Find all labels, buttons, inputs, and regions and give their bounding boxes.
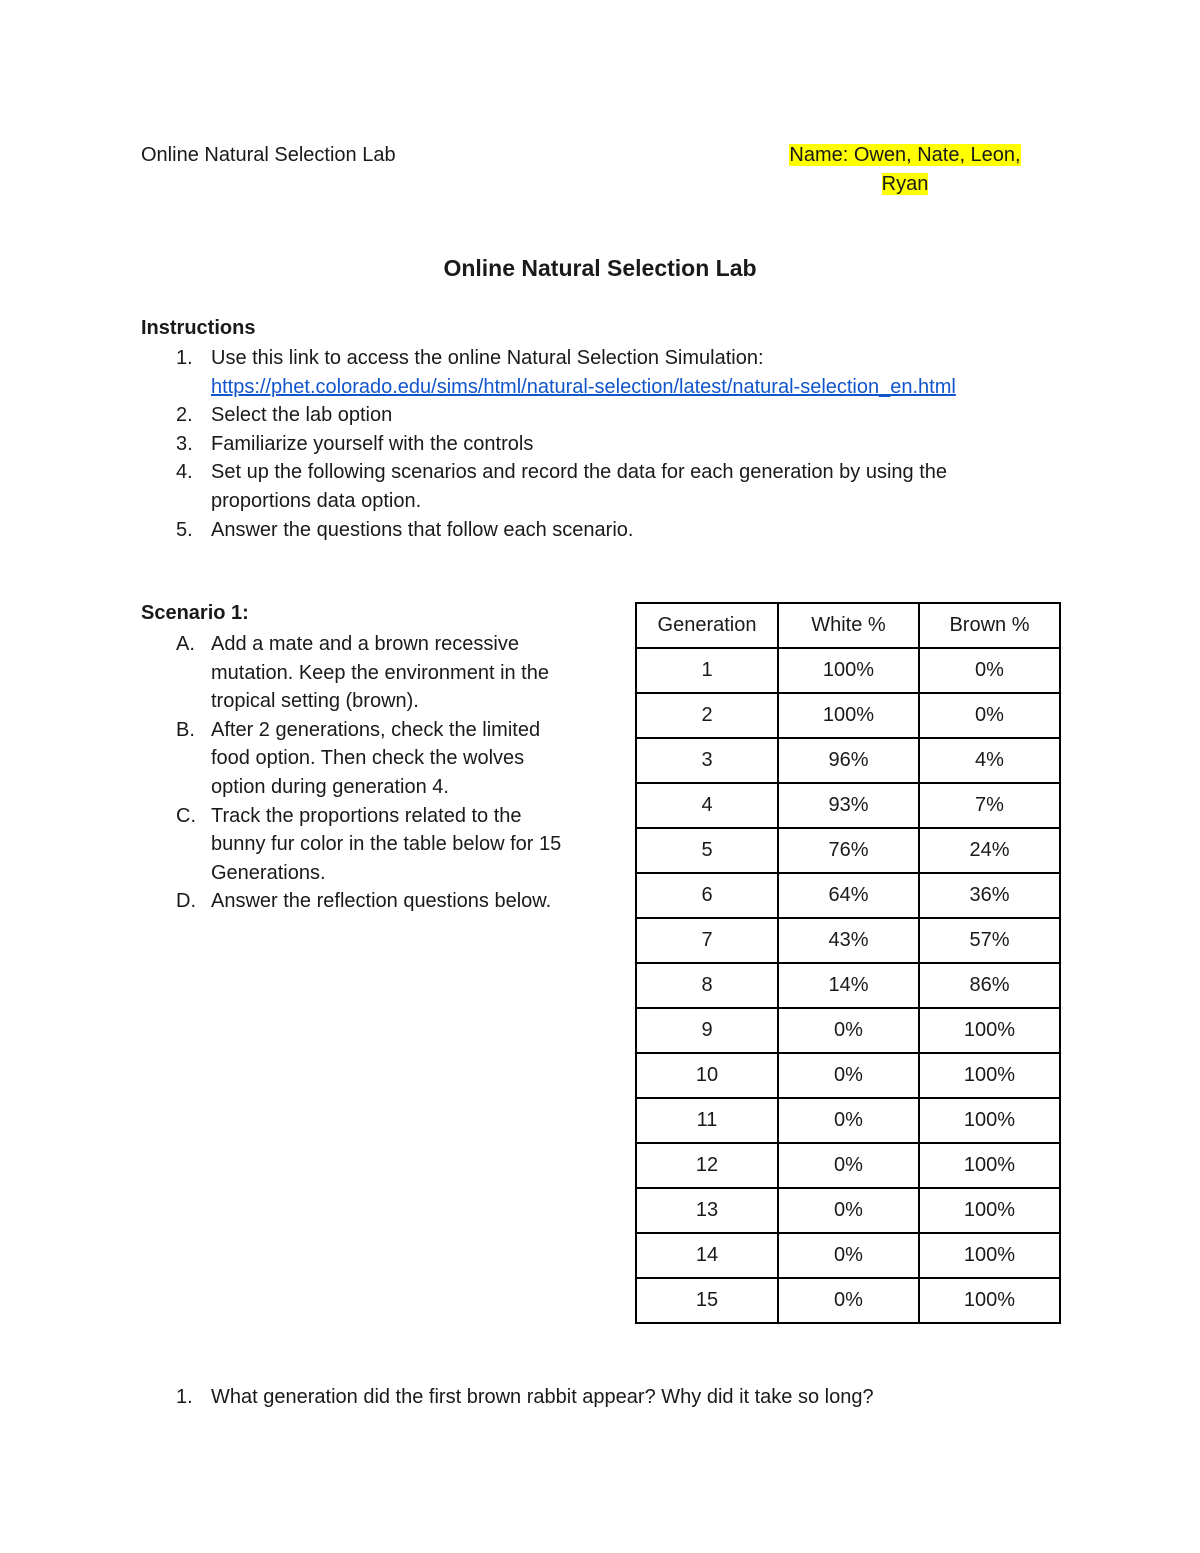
cell-generation: 4 bbox=[636, 783, 778, 828]
step-text: Add a mate and a brown recessive mutation. Keep the environment in the tropical setting (brown). bbox=[211, 633, 549, 713]
cell-brown-percent: 100% bbox=[919, 1188, 1060, 1233]
step-text: Answer the reflection questions below. bbox=[211, 890, 552, 913]
table-row bbox=[636, 648, 1060, 693]
table-row bbox=[636, 828, 1060, 873]
instruction-text: Answer the questions that follow each scenario. bbox=[211, 518, 634, 541]
table-row bbox=[636, 1188, 1060, 1233]
list-item bbox=[141, 516, 1041, 545]
list-number: 4. bbox=[176, 461, 193, 484]
cell-brown-percent: 100% bbox=[919, 1053, 1060, 1098]
cell-white-percent: 100% bbox=[778, 693, 919, 738]
table-row bbox=[636, 738, 1060, 783]
table-row bbox=[636, 1143, 1060, 1188]
list-item bbox=[141, 716, 571, 802]
cell-white-percent: 0% bbox=[778, 1233, 919, 1278]
table-row bbox=[636, 693, 1060, 738]
list-number: 2. bbox=[176, 404, 193, 427]
table-row bbox=[636, 1008, 1060, 1053]
cell-brown-percent: 100% bbox=[919, 1143, 1060, 1188]
cell-generation: 2 bbox=[636, 693, 778, 738]
cell-white-percent: 76% bbox=[778, 828, 919, 873]
list-number: 3. bbox=[176, 432, 193, 455]
list-item bbox=[141, 458, 1041, 515]
scenario-1-steps bbox=[141, 630, 571, 916]
column-header-brown: Brown % bbox=[919, 603, 1060, 648]
question-text: What generation did the first brown rabbit appear? Why did it take so long? bbox=[211, 1386, 874, 1408]
list-number: 5. bbox=[176, 518, 193, 541]
instruction-text: Set up the following scenarios and record the data for each generation by using the proportions data option. bbox=[211, 461, 948, 512]
cell-brown-percent: 24% bbox=[919, 828, 1060, 873]
cell-brown-percent: 4% bbox=[919, 738, 1060, 783]
cell-brown-percent: 100% bbox=[919, 1278, 1060, 1323]
cell-brown-percent: 36% bbox=[919, 873, 1060, 918]
step-text: After 2 generations, check the limited food option. Then check the wolves option during generation 4. bbox=[211, 718, 541, 798]
table-row bbox=[636, 1278, 1060, 1323]
cell-generation: 6 bbox=[636, 873, 778, 918]
header-names bbox=[775, 141, 1035, 199]
question-number: 1. bbox=[176, 1386, 193, 1408]
cell-generation: 11 bbox=[636, 1098, 778, 1143]
list-item bbox=[141, 430, 1041, 459]
instruction-text: Familiarize yourself with the controls bbox=[211, 432, 534, 455]
scenario-1-heading: Scenario 1: bbox=[141, 602, 249, 624]
cell-generation: 14 bbox=[636, 1233, 778, 1278]
list-letter: D. bbox=[176, 890, 196, 913]
column-header-white: White % bbox=[778, 603, 919, 648]
list-item bbox=[141, 887, 571, 916]
cell-brown-percent: 86% bbox=[919, 963, 1060, 1008]
cell-generation: 9 bbox=[636, 1008, 778, 1053]
cell-brown-percent: 57% bbox=[919, 918, 1060, 963]
cell-white-percent: 96% bbox=[778, 738, 919, 783]
names-line-1: Name: Owen, Nate, Leon, bbox=[789, 144, 1021, 166]
step-text: Track the proportions related to the bunny fur color in the table below for 15 Generations. bbox=[211, 804, 562, 884]
list-item bbox=[141, 802, 571, 888]
cell-generation: 8 bbox=[636, 963, 778, 1008]
cell-white-percent: 0% bbox=[778, 1188, 919, 1233]
cell-brown-percent: 100% bbox=[919, 1233, 1060, 1278]
names-line-2: Ryan bbox=[881, 173, 929, 195]
cell-white-percent: 64% bbox=[778, 873, 919, 918]
table-row bbox=[636, 1098, 1060, 1143]
list-letter: A. bbox=[176, 633, 195, 655]
cell-white-percent: 14% bbox=[778, 963, 919, 1008]
table-row bbox=[636, 1053, 1060, 1098]
cell-brown-percent: 7% bbox=[919, 783, 1060, 828]
instructions-heading: Instructions bbox=[141, 317, 256, 339]
table-row bbox=[636, 1233, 1060, 1278]
cell-brown-percent: 100% bbox=[919, 1008, 1060, 1053]
table-row bbox=[636, 918, 1060, 963]
header-doc-title: Online Natural Selection Lab bbox=[141, 144, 396, 166]
fur-color-proportions-table bbox=[635, 602, 1061, 1324]
list-item bbox=[141, 401, 1041, 430]
cell-generation: 12 bbox=[636, 1143, 778, 1188]
list-letter: C. bbox=[176, 804, 196, 827]
simulation-link[interactable]: https://phet.colorado.edu/sims/html/natural-selection/latest/natural-selection_en.html bbox=[211, 375, 956, 398]
cell-white-percent: 0% bbox=[778, 1098, 919, 1143]
cell-brown-percent: 0% bbox=[919, 648, 1060, 693]
cell-brown-percent: 0% bbox=[919, 693, 1060, 738]
cell-brown-percent: 100% bbox=[919, 1098, 1060, 1143]
instructions-list bbox=[141, 344, 1041, 544]
cell-white-percent: 43% bbox=[778, 918, 919, 963]
cell-white-percent: 0% bbox=[778, 1008, 919, 1053]
instruction-text: Select the lab option bbox=[211, 404, 393, 427]
list-number: 1. bbox=[176, 347, 193, 369]
list-letter: B. bbox=[176, 718, 195, 741]
cell-white-percent: 0% bbox=[778, 1053, 919, 1098]
cell-generation: 13 bbox=[636, 1188, 778, 1233]
cell-generation: 1 bbox=[636, 648, 778, 693]
cell-white-percent: 0% bbox=[778, 1278, 919, 1323]
table-row bbox=[636, 963, 1060, 1008]
table-header-row bbox=[636, 603, 1060, 648]
cell-white-percent: 0% bbox=[778, 1143, 919, 1188]
cell-generation: 3 bbox=[636, 738, 778, 783]
cell-generation: 15 bbox=[636, 1278, 778, 1323]
column-header-generation: Generation bbox=[636, 603, 778, 648]
cell-white-percent: 93% bbox=[778, 783, 919, 828]
instruction-text: Use this link to access the online Natural Selection Simulation: bbox=[211, 347, 764, 369]
cell-generation: 7 bbox=[636, 918, 778, 963]
cell-generation: 10 bbox=[636, 1053, 778, 1098]
table-row bbox=[636, 783, 1060, 828]
list-item bbox=[141, 344, 1041, 401]
cell-white-percent: 100% bbox=[778, 648, 919, 693]
list-item bbox=[141, 630, 571, 716]
cell-generation: 5 bbox=[636, 828, 778, 873]
page-title: Online Natural Selection Lab bbox=[443, 255, 757, 281]
table-row bbox=[636, 873, 1060, 918]
